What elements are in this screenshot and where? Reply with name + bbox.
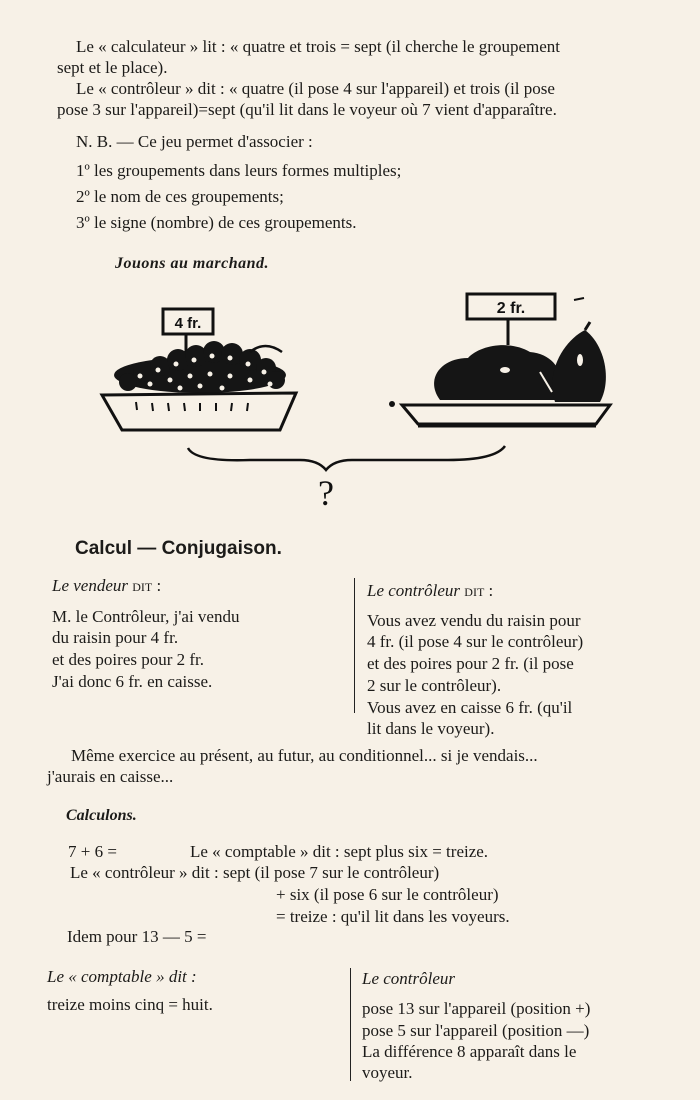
vendeur-title: Le vendeur — [52, 576, 129, 595]
intro-paragraph-1-line-2: sept et le place). — [57, 58, 168, 77]
intro-paragraph-1-line-1: Le « calculateur » lit : « quatre et trois = sept (il cherche le groupement — [76, 37, 560, 56]
plus-six-line: + six (il pose 6 sur le contrôleur) — [276, 885, 499, 904]
controleur-title: Le contrôleur — [367, 581, 461, 600]
controleur-says: Le « contrôleur » dit : sept (il pose 7 sur le contrôleur) — [70, 863, 440, 882]
idem-line: Idem pour 13 — 5 = — [67, 927, 207, 946]
vendeur-line: et des poires pour 2 fr. — [52, 650, 205, 669]
calculons-title: Calculons. — [66, 807, 137, 824]
controleur-dit: dit : — [464, 581, 494, 600]
comptable-title: Le « comptable » dit : — [47, 967, 197, 986]
controleur-step: pose 5 sur l'appareil (position —) — [362, 1021, 590, 1040]
question-mark: ? — [318, 473, 334, 513]
equation-addition: 7 + 6 = — [68, 842, 117, 861]
controleur-line: lit dans le voyeur). — [367, 719, 495, 738]
vendeur-dit: dit : — [132, 576, 162, 595]
controleur-title-bottom: Le contrôleur — [362, 969, 456, 988]
controleur-step: pose 13 sur l'appareil (position +) — [362, 999, 591, 1018]
controleur-line: Vous avez en caisse 6 fr. (qu'il — [367, 698, 573, 717]
brace-connector — [188, 446, 505, 470]
illustration-title: Jouons au marchand. — [115, 255, 269, 272]
exercise-note-line-1: Même exercice au présent, au futur, au conditionnel... si je vendais... — [71, 746, 538, 765]
grape-basket-illustration — [102, 309, 296, 430]
vendeur-line: du raisin pour 4 fr. — [52, 628, 179, 647]
pear-plate-illustration — [389, 294, 610, 426]
price-tag-right: 2 fr. — [496, 300, 526, 317]
column-divider-bottom — [350, 968, 351, 1081]
vendeur-header — [52, 575, 161, 597]
comptable-says: Le « comptable » dit : sept plus six = treize. — [190, 842, 489, 861]
controleur-step: voyeur. — [362, 1063, 413, 1082]
controleur-line: 4 fr. (il pose 4 sur le contrôleur) — [367, 632, 584, 651]
controleur-step: La différence 8 apparaît dans le — [362, 1042, 577, 1061]
comptable-line: treize moins cinq = huit. — [47, 995, 213, 1014]
column-divider — [354, 578, 355, 713]
intro-paragraph-2-line-1: Le « contrôleur » dit : « quatre (il pose 4 sur l'appareil) et trois (il pose — [76, 79, 555, 98]
list-item-3: 3º le signe (nombre) de ces groupements. — [76, 213, 357, 232]
controleur-line: 2 sur le contrôleur). — [367, 676, 502, 695]
exercise-note-line-2: j'aurais en caisse... — [47, 767, 174, 786]
controleur-header — [367, 580, 493, 602]
nota-bene: N. B. — Ce jeu permet d'associer : — [76, 132, 313, 151]
price-tag-left: 4 fr. — [174, 315, 202, 332]
list-item-1: 1º les groupements dans leurs formes multiples; — [76, 161, 402, 180]
market-scales-illustration — [0, 0, 700, 530]
vendeur-line: J'ai donc 6 fr. en caisse. — [52, 672, 213, 691]
section-heading: Calcul — Conjugaison. — [75, 538, 282, 559]
vendeur-line: M. le Contrôleur, j'ai vendu — [52, 607, 240, 626]
intro-paragraph-2-line-2: pose 3 sur l'appareil)=sept (qu'il lit dans le voyeur où 7 vient d'apparaître. — [57, 100, 557, 119]
equals-treize-line: = treize : qu'il lit dans les voyeurs. — [276, 907, 510, 926]
controleur-line: Vous avez vendu du raisin pour — [367, 611, 581, 630]
list-item-2: 2º le nom de ces groupements; — [76, 187, 284, 206]
controleur-line: et des poires pour 2 fr. (il pose — [367, 654, 574, 673]
